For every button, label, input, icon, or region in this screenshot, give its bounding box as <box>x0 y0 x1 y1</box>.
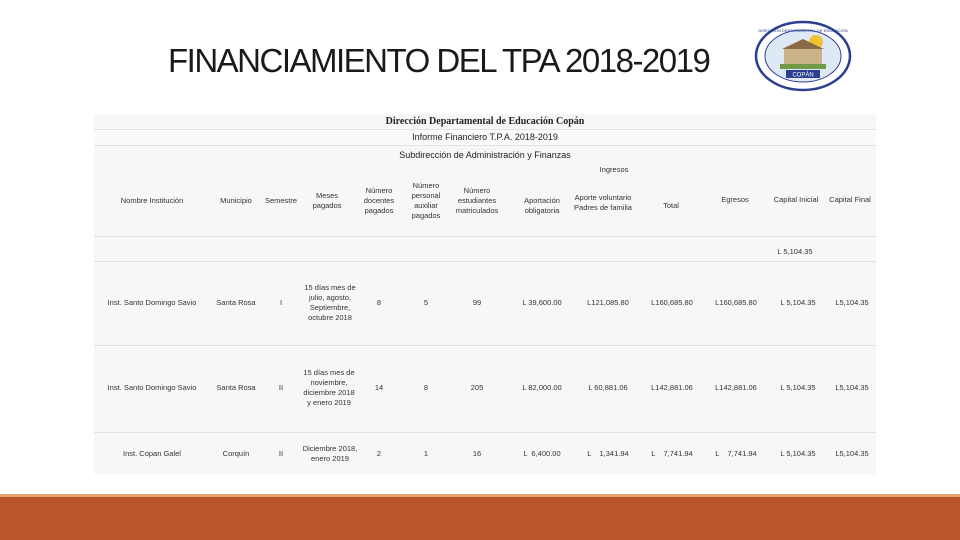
cell-nombre: Inst. Santo Domingo Savio <box>107 298 197 307</box>
col-aporte: Aporte voluntario Padres de familia <box>574 193 632 212</box>
col-semestre: Semestre <box>264 196 298 205</box>
cell-meses: Diciembre 2018, enero 2019 <box>302 444 358 463</box>
financial-report-sheet <box>94 114 876 474</box>
cell-aportacion: L 82,000.00 <box>522 383 562 392</box>
cell-municipio: Santa Rosa <box>216 298 256 307</box>
cell-municipio: Corquín <box>222 449 250 458</box>
cell-aporte: L121,085.80 <box>587 298 629 307</box>
cell-capital-final: L5,104.35 <box>835 449 869 458</box>
col-estudiantes: Número estudiantes matriculados <box>455 186 499 215</box>
cell-docentes: 8 <box>376 298 382 307</box>
cell-egresos: L142,881.06 <box>715 383 757 392</box>
cell-total: L142,881.06 <box>651 383 693 392</box>
col-municipio: Municipio <box>220 196 252 205</box>
cell-semestre: II <box>278 449 284 458</box>
cell-nombre: Inst. Santo Domingo Savio <box>107 383 197 392</box>
col-capital-inicial: Capital Inicial <box>773 195 819 204</box>
col-meses: Meses pagados <box>312 191 342 210</box>
cell-egresos: L 7,741.94 <box>715 449 757 458</box>
col-auxiliar: Número personal auxiliar pagados <box>411 181 441 220</box>
cell-auxiliar: 8 <box>423 383 429 392</box>
cell-semestre: II <box>278 383 284 392</box>
logo-top-text: DIRECCIÓN DEPARTAMENTAL DE EDUCACIÓN <box>758 28 848 33</box>
cell-estudiantes: 205 <box>470 383 484 392</box>
cell-egresos: L160,685.80 <box>715 298 757 307</box>
col-docentes: Número docentes pagados <box>363 186 395 215</box>
ingresos-header: Ingresos <box>599 165 629 174</box>
cell-auxiliar: 1 <box>423 449 429 458</box>
cell-aportacion: L 39,600.00 <box>522 298 562 307</box>
cell-aporte: L 1,341.94 <box>587 449 629 458</box>
cell-municipio: Santa Rosa <box>216 383 256 392</box>
cell-total: L 7,741.94 <box>651 449 693 458</box>
page-title: FINANCIAMIENTO DEL TPA 2018-2019 <box>168 42 710 79</box>
cell-auxiliar: 5 <box>423 298 429 307</box>
cell-semestre: I <box>279 298 283 307</box>
cell-capital-final: L5,104.35 <box>835 383 869 392</box>
footer-bar <box>0 497 960 540</box>
cell-nombre: Inst. Copan Galel <box>123 449 181 458</box>
cell-aportacion: L 6,400.00 <box>523 449 561 458</box>
col-capital-final: Capital Final <box>829 195 871 204</box>
cell-meses: 15 días mes de noviembre, diciembre 2018 y enero 2019 <box>303 368 355 407</box>
cell-capital-final: L5,104.35 <box>835 298 869 307</box>
cell-docentes: 14 <box>374 383 384 392</box>
cell-capital-inicial: L 5,104.35 <box>780 383 816 392</box>
cell-estudiantes: 16 <box>472 449 482 458</box>
col-nombre: Nombre Institución <box>120 196 184 205</box>
cell-total: L160,685.80 <box>651 298 693 307</box>
cell-aporte: L 60,881.06 <box>588 383 628 392</box>
report-subtitle: Informe Financiero T.P.A. 2018-2019 <box>94 129 876 146</box>
opening-balance: L 5,104.35 <box>777 247 813 256</box>
col-aportacion: Aportación obligatoria <box>524 196 560 215</box>
cell-docentes: 2 <box>376 449 382 458</box>
report-org: Dirección Departamental de Educación Copán <box>385 116 585 127</box>
cell-capital-inicial: L 5,104.35 <box>780 298 816 307</box>
col-total: Total <box>663 201 679 210</box>
cell-meses: 15 días mes de julio, agosto, Septiembre, octubre 2018 <box>304 283 356 322</box>
cell-capital-inicial: L 5,104.35 <box>780 449 816 458</box>
cell-estudiantes: 99 <box>472 298 482 307</box>
report-department: Subdirección de Administración y Finanzas <box>399 150 571 160</box>
copan-logo <box>754 20 852 92</box>
col-egresos: Egresos <box>721 195 749 204</box>
logo-bottom-text: COPÁN <box>792 72 814 79</box>
